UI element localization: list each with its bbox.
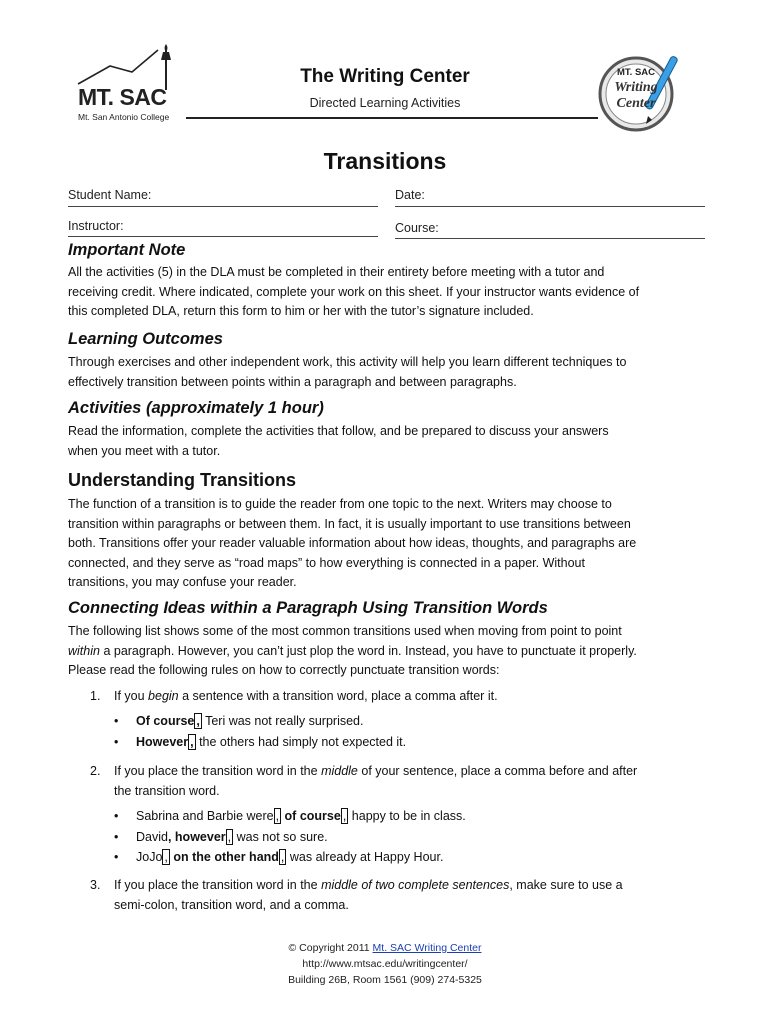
badge-line2: Writing [614,80,658,95]
list-item: • However , the others had simply not expected it. [0,733,770,753]
badge-line1: MT. SAC [617,67,655,78]
rule-2: 2. If you place the transition word in the middle of your sentence, place a comma before and after the transition word. [90,764,638,798]
connecting-text: The following list shows some of the most common transitions used when moving from point to point within a paragraph. However, you can’t just plop the word in. Instead, you have to punctuate it properly. Please read the following rules on how to correctly punctuate transition words: [68,624,637,677]
learning-outcomes-text: Through exercises and other independent work, this activity will help you learn different techniques to effectively transition between points within a paragraph and between paragraphs. [68,355,627,389]
rule-1: 1. If you begin a sentence with a transition word, place a comma after it. [0,687,770,707]
important-note-heading: Important Note [68,241,186,259]
bullet: • [114,714,119,728]
footer-address: Building 26B, Room 1561 (909) 274-5325 [288,974,482,986]
bullet: • [114,850,119,864]
bullet: • [114,830,119,844]
logo-text: MT. SAC [78,84,167,110]
list-item: • JoJo , on the other hand , was already at Happy Hour. [0,848,770,868]
footer-copyright: © Copyright 2011 Mt. SAC Writing Center [288,942,482,954]
header-title: The Writing Center [300,66,470,87]
instructor-label: Instructor: [68,219,124,233]
list-item: • Sabrina and Barbie were , of course , happy to be in class. [0,807,770,827]
footer-url: http://www.mtsac.edu/writingcenter/ [302,958,468,970]
badge-line3: Center [616,96,656,111]
rule-number: 2. [90,764,101,778]
student-name-field[interactable] [68,206,378,207]
rule-number: 3. [90,878,101,892]
rule-number: 1. [90,689,101,703]
date-field[interactable] [395,206,705,207]
mt-sac-logo [70,40,180,125]
logo-subtext: Mt. San Antonio College [78,112,170,122]
connecting-heading: Connecting Ideas within a Paragraph Using Transition Words [68,599,548,617]
activities-heading: Activities (approximately 1 hour) [68,399,324,417]
understanding-heading: Understanding Transitions [68,470,297,490]
bullet: • [114,809,119,823]
activities-text: Read the information, complete the activities that follow, and be prepared to discuss your answers when you meet with a tutor. [68,424,609,458]
list-item: • Of course , Teri was not really surprised. [0,712,770,732]
bullet: • [114,735,119,749]
writing-center-badge [596,50,686,135]
header-divider [186,117,598,119]
learning-outcomes-heading: Learning Outcomes [68,330,223,348]
writing-center-link[interactable]: Mt. SAC Writing Center [372,942,482,954]
header-subtitle: Directed Learning Activities [309,96,461,110]
mountain-icon [70,40,180,90]
student-name-label: Student Name: [68,188,152,202]
list-item: • David, however , was not so sure. [0,828,770,848]
course-field[interactable] [395,238,705,239]
understanding-text: The function of a transition is to guide the reader from one topic to the next. Writers may choose to transition within paragraphs or between them. In fact, it is usually important to use transitions between both. Transitions offer your reader valuable information about how ideas, thoughts, and paragraphs are connected, and they serve as “road maps” to how everything is connected in a paper. Without transitions, you may confuse your reader. [68,497,637,589]
important-note-text: All the activities (5) in the DLA must be completed in their entirety before meeting with a tutor and receiving credit. Where indicated, complete your work on this sheet. If your instructor wants evidence of this completed DLA, return this form to him or her with the tutor’s signature included. [68,265,640,318]
rule-3: 3. If you place the transition word in the middle of two complete sentences, make sure to use a semi-colon, transition word, and a comma. [90,878,623,912]
course-label: Course: [395,221,439,235]
page-title: Transitions [323,148,447,174]
instructor-field[interactable] [68,236,378,237]
date-label: Date: [395,188,425,202]
